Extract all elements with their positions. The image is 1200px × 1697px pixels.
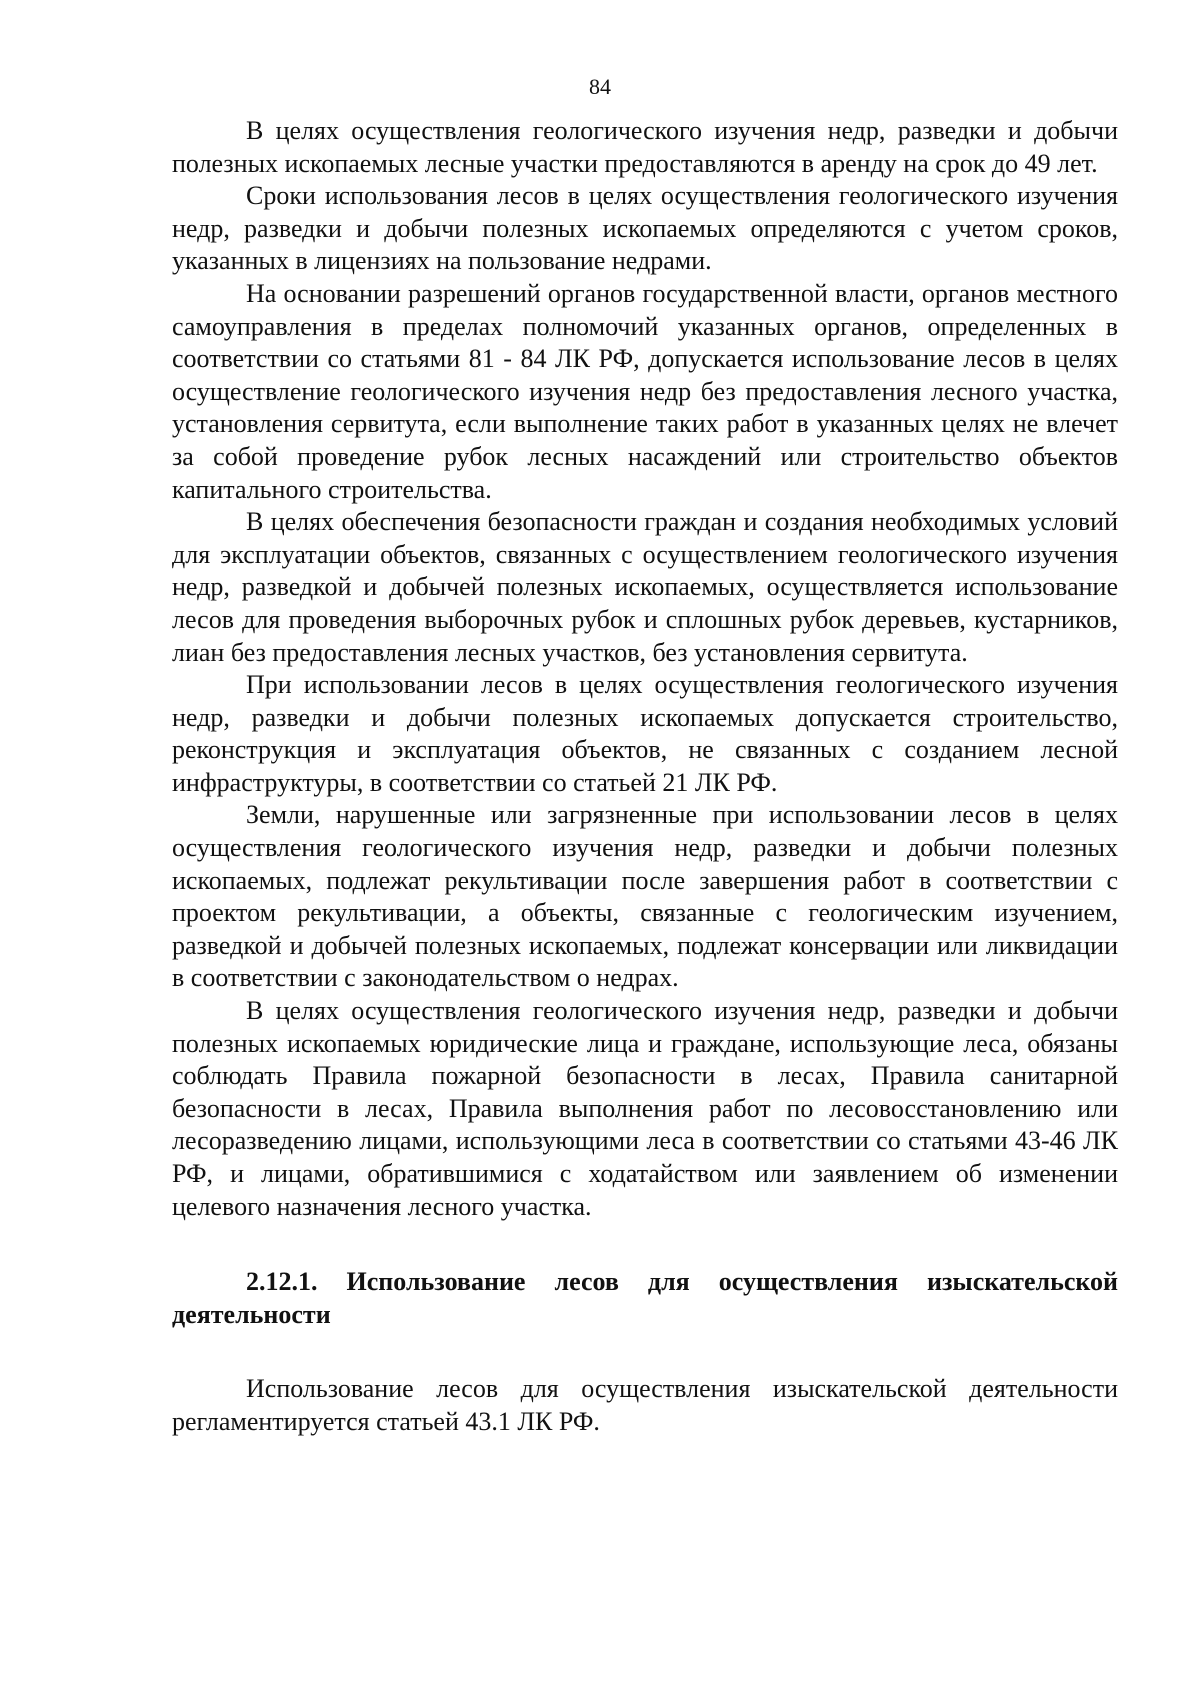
paragraph-safety: В целях обеспечения безопасности граждан и создания необходимых условий для эксплуатации объектов, связанных с осуществлением геологического изучения недр, разведкой и добычей полезных ископаемых, осуществляется использование лесов для проведения выборочных рубок и сплошных рубок деревьев, кустарников, лиан без предоставления лесных участков, без установления сервитута. [172,507,1118,667]
paragraph-rules: В целях осуществления геологического изучения недр, разведки и добычи полезных ископаемых юридические лица и граждане, использующие леса, обязаны соблюдать Правила пожарной безопасности в лесах, Правила санитарной безопасности в лесах, Правила выполнения работ по лесовосстановлению или лесоразведению лицами, использующими леса в соответствии со статьями 43-46 ЛК РФ, и лицами, обратившимися с ходатайством или заявлением об изменении целевого назначения лесного участка. [172,996,1118,1221]
paragraph-permits: На основании разрешений органов государственной власти, органов местного самоуправления в пределах полномочий указанных органов, определенных в соответствии со статьями 81 - 84 ЛК РФ, допускается использование лесов в целях осуществление геологического изучения недр без предоставления лесного участка, установления сервитута, если выполнение таких работ в указанных целях не влечет за собой проведение рубок лесных насаждений или строительство объектов капитального строительства. [172,278,1118,504]
paragraph-reclamation: Земли, нарушенные или загрязненные при использовании лесов в целях осуществления геологического изучения недр, разведки и добычи полезных ископаемых, подлежат рекультивации после завершения работ в соответствии с проектом рекультивации, а объекты, связанные с геологическим изучением, разведкой и добычей полезных ископаемых, подлежат консервации или ликвидации в соответствии с законодательством о недрах. [172,800,1118,993]
page-number: 84 [589,74,611,99]
section-heading: 2.12.1. Использование лесов для осуществления изыскательской деятельности [172,1267,1118,1329]
paragraph-lease-term: В целях осуществления геологического изучения недр, разведки и добычи полезных ископаемых лесные участки предоставляются в аренду на срок до 49 лет. [172,116,1118,178]
paragraph-construction: При использовании лесов в целях осуществления геологического изучения недр, разведки и добычи полезных ископаемых допускается строительство, реконструкция и эксплуатация объектов, не связанных с созданием лесной инфраструктуры, в соответствии со статьей 21 ЛК РФ. [172,670,1118,797]
paragraph-usage-terms: Сроки использования лесов в целях осуществления геологического изучения недр, разведки и добычи полезных ископаемых определяются с учетом сроков, указанных в лицензиях на пользование недрами. [172,181,1118,276]
page-content [172,115,1118,1439]
section-paragraph: Использование лесов для осуществления изыскательской деятельности регламентируется статьей 43.1 ЛК РФ. [172,1374,1118,1436]
